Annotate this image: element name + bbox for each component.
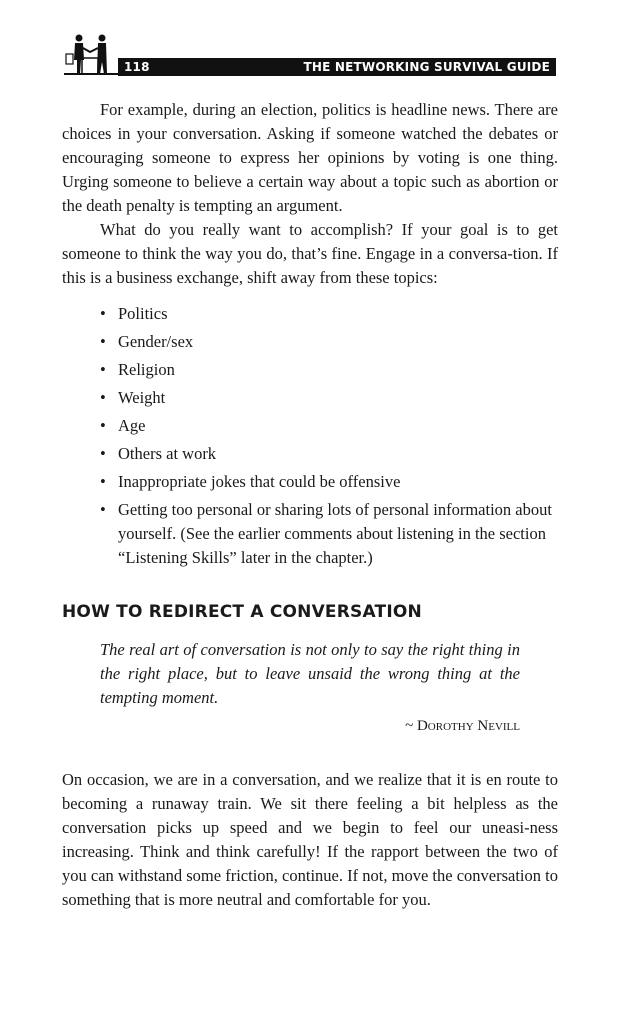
- running-title: THE NETWORKING SURVIVAL GUIDE: [303, 60, 550, 74]
- section-heading: HOW TO REDIRECT A CONVERSATION: [62, 602, 422, 622]
- list-item: • Politics: [100, 302, 558, 326]
- topics-list: [62, 302, 558, 570]
- page-body: [62, 98, 558, 912]
- list-item: • Age: [100, 414, 558, 438]
- epigraph: [100, 638, 520, 738]
- page-header: [58, 28, 558, 78]
- header-bar: [118, 58, 556, 76]
- quote-attribution: ~ Dorothy Nevill: [405, 718, 520, 734]
- page-number: 118: [124, 60, 150, 74]
- list-item: • Weight: [100, 386, 558, 410]
- list-item: • Religion: [100, 358, 558, 382]
- list-item: • Getting too personal or sharing lots of personal information about yourself. (See the earlier comments about listening in the section “Listening Skills” later in the chapter.): [100, 498, 558, 570]
- list-item: • Inappropriate jokes that could be offensive: [100, 470, 558, 494]
- handshake-logo-icon: [62, 32, 122, 76]
- quote-text: The real art of conversation is not only to say the right thing in the right place, but to leave unsaid the wrong thing at the tempting moment.: [100, 640, 520, 707]
- list-item: • Others at work: [100, 442, 558, 466]
- paragraph-election: For example, during an election, politics is headline news. There are choices in your conversation. Asking if someone watched the debates or encouraging someone to express her opinions by voting is one thing. Urging someone to believe a certain way about a topic such as abortion or the death penalty is tempting an argument.: [62, 100, 558, 215]
- list-item: • Gender/sex: [100, 330, 558, 354]
- paragraph-accomplish: What do you really want to accomplish? If your goal is to get someone to think the way you do, that’s fine. Engage in a conversa-tion. If this is a business exchange, shift away from these topics:: [62, 220, 558, 287]
- paragraph-redirect: On occasion, we are in a conversation, and we realize that it is en route to becoming a runaway train. We sit there feeling a bit helpless as the conversation picks up speed and we begin to feel our uneasi-ness increasing. Think and think carefully! If the rapport between the two of you can withstand some friction, continue. If not, move the conversation to something that is more neutral and comfortable for you.: [62, 770, 558, 909]
